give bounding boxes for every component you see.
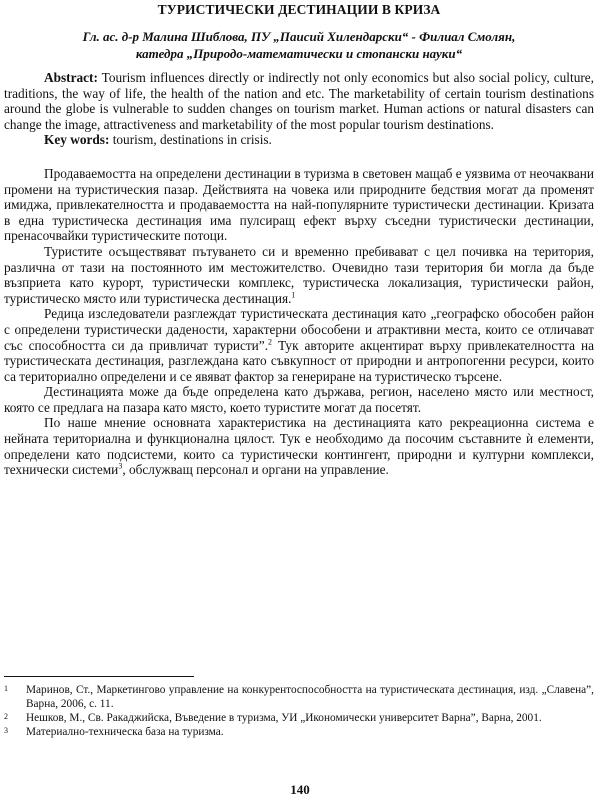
author-line-1: Гл. ас. д-р Малина Шиблова, ПУ „Паисий Хилендарски“ - Филиал Смолян, (82, 29, 516, 44)
footnote-text: Материално-техническа база на туризма. (26, 726, 224, 738)
footnote-number: 1 (4, 684, 8, 693)
footnote-divider (4, 676, 194, 677)
body-paragraph-5-text-b: , обслужващ персонал и органи на управление. (122, 462, 389, 478)
body-paragraph-1: Продаваемостта на определени дестинации в туризма в световен мащаб е уязвима от неочаквани промени на туристическия пазар. Действията на човека или природните бедствия могат да променят имиджа, привлекателността и продаваемостта на най-популярните туристически дестинации. Кризата в една туристическа дестинация има пулсиращ ефект върху съседни туристически дестинации, пренасочвайки туристическите потоци. (4, 165, 594, 244)
keywords-paragraph (4, 132, 594, 148)
footnote-number: 3 (4, 726, 8, 735)
body-paragraph-2-text: Туристите осъществяват пътуването си и временно пребивават с цел почивка на територия, различна от тази на постоянното им местожителство. Очевидно тази територия би могла да бъде възприета като курорт, туристически комплекс, туристическа локализация, туристически район, туристическо място или туристическа дестинация. (4, 243, 594, 306)
abstract-paragraph (4, 70, 594, 132)
footnote-text: Маринов, Ст., Маркетингово управление на конкурентоспособността на туристическата дестинация, изд. „Славена”, Варна, 2006, с. 11. (26, 684, 594, 710)
body-text (4, 166, 594, 478)
body-paragraph-3-text-a: Редица изследователи разглеждат туристическата дестинация като „географско обособен район с определени туристически дадености, характерни обособени и атрактивни места, които се отличават със способността си да привличат туристи”. (4, 306, 594, 353)
author-line-2: катедра „Природо-математически и стопански науки“ (135, 46, 463, 61)
body-paragraph-4: Дестинацията може да бъде определена като държава, регион, населено място или местност, която се предлага на пазара като място, което туристите могат да посетят. (4, 384, 594, 415)
keywords-label: Key words: (44, 132, 110, 148)
paper-title: ТУРИСТИЧЕСКИ ДЕСТИНАЦИИ В КРИЗА (157, 2, 441, 17)
footnotes (4, 676, 594, 739)
abstract-block (4, 70, 594, 148)
body-paragraph-5-text-a: По наше мнение основната характеристика на дестинацията като рекреационна система е нейната териториална и функционална цялост. Тук е необходимо да посочим съставните ѝ елементи, определени като подсистеми, които са туристически контингент, природни и културни комплекси, технически системи (4, 415, 594, 478)
body-paragraph-3-text-b: Тук авторите акцентират върху привлекателността на туристическата дестинация, разглеждана като съвкупност от природни и антропогенни ресурси, които са териториално определени и се явяват фактор за генериране на туристическо търсене. (4, 337, 594, 384)
footnote-1 (4, 683, 594, 711)
footnote-text: Нешков, М., Св. Ракаджийска, Въведение в туризма, УИ „Икономически университет Варна”, Варна, 2001. (26, 712, 542, 724)
abstract-text: Tourism influences directly or indirectly not only economics but also social policy, culture, traditions, the way of life, the health of the nation and etc. The marketability of certain tourism destinations around the globe is vulnerable to sudden changes on tourism market. Human actions or natural disasters can change the image, attractiveness and marketability of the most popular tourism destinations. (4, 70, 594, 132)
abstract-label: Abstract: (44, 70, 98, 85)
footnote-3 (4, 725, 594, 739)
body-paragraph-5 (4, 415, 594, 477)
footnote-number: 2 (4, 712, 8, 721)
footnote-ref-2: 2 (268, 337, 273, 347)
page-number: 140 (290, 782, 310, 797)
footnote-ref-1: 1 (291, 290, 296, 300)
footnote-2 (4, 711, 594, 725)
body-paragraph-3 (4, 306, 594, 384)
author-affiliation (4, 28, 594, 62)
footnote-ref-3: 3 (118, 461, 123, 471)
keywords-text: tourism, destinations in crisis. (109, 132, 272, 148)
body-paragraph-2 (4, 244, 594, 306)
